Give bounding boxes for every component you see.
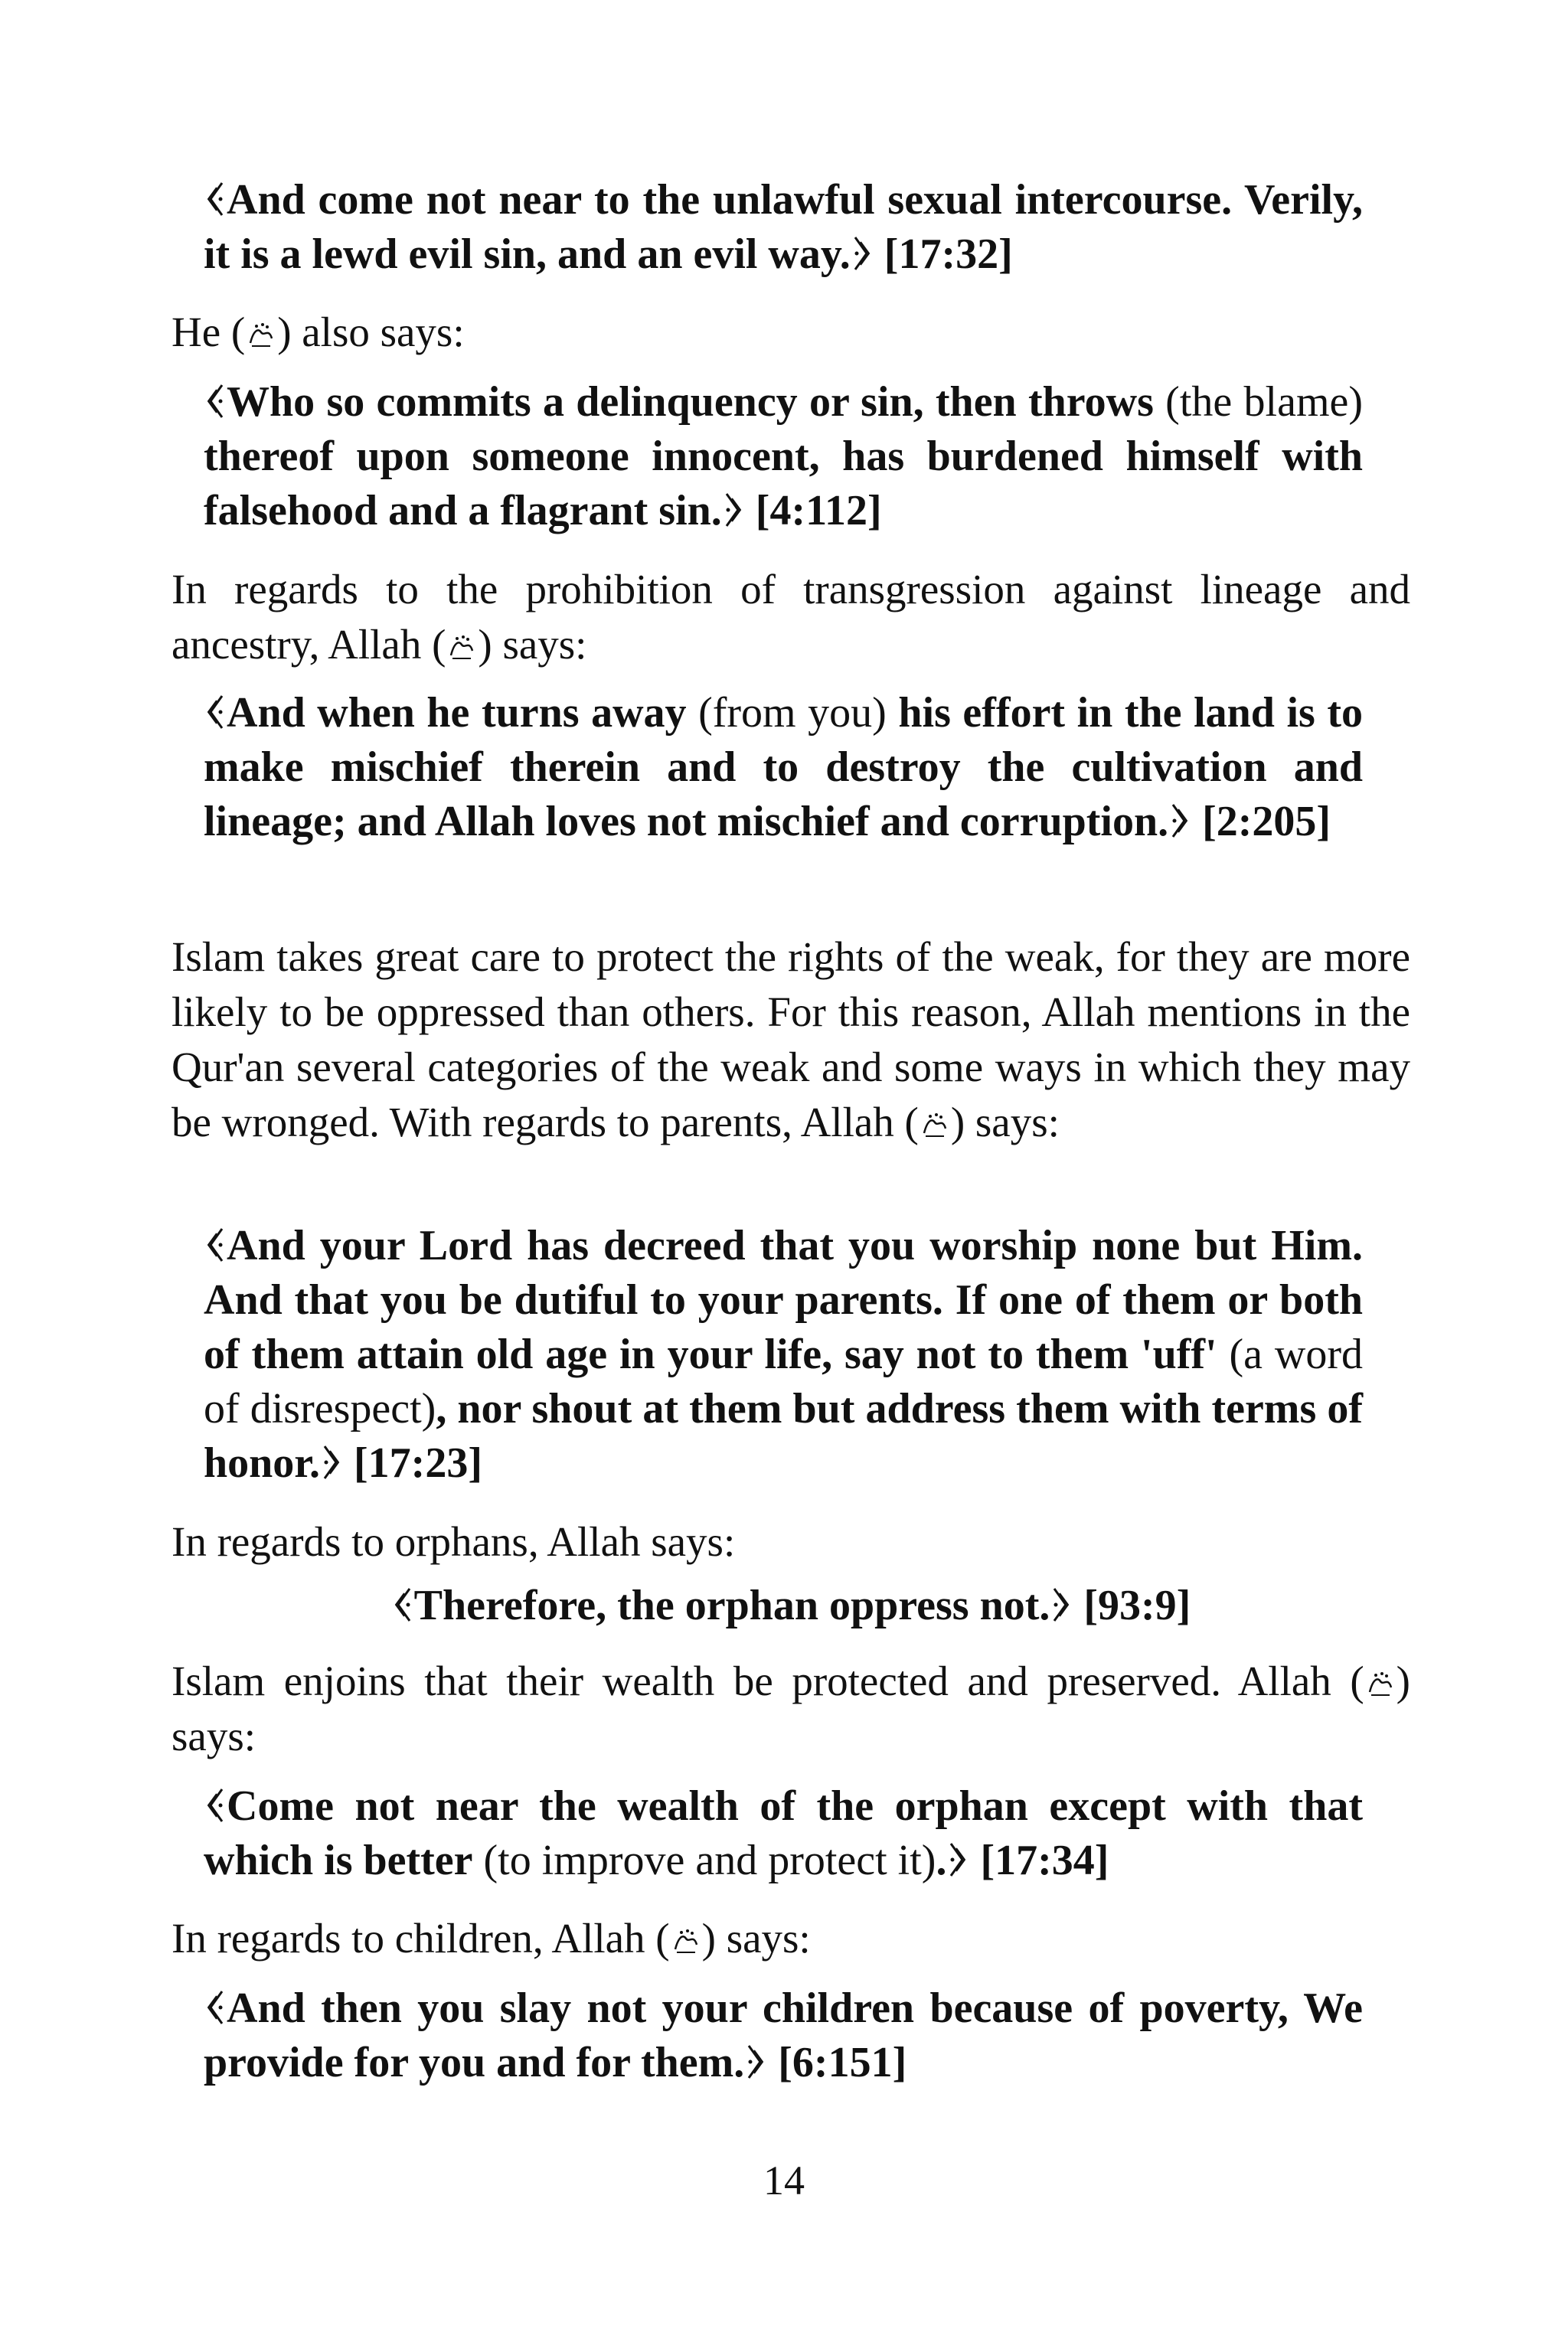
ornate-close-bracket-icon: [322, 1445, 341, 1480]
body-paragraph: [172, 305, 1410, 360]
paragraph-text: Islam takes great care to protect the rights of the weak, for they are more likely to be oppressed than others. For this reason, Allah mentions in the Qur'an several categories of the weak and some ways in which they may be wronged. With regards to parents, Allah (: [172, 933, 1410, 1145]
ornate-open-bracket-icon: [393, 1587, 413, 1622]
verse-17-34: [204, 1779, 1363, 1888]
ornate-close-bracket-icon: [948, 1842, 968, 1877]
verse-17-32: [204, 173, 1363, 282]
verse-gloss: (the blame): [1165, 378, 1364, 426]
verse-reference: [6:151]: [778, 2039, 907, 2086]
verse-text: And your Lord has decreed that you worship none but Him. And that you be dutiful to your parents. If one of them or both of them attain old age in your life, say not to them 'uff': [204, 1222, 1363, 1378]
verse-text: Come not near the wealth of the orphan except with that which is better: [204, 1782, 1363, 1884]
verse-text: thereof upon someone innocent, has burdened himself with falsehood and a flagrant sin.: [204, 433, 1363, 534]
body-paragraph: [172, 562, 1410, 672]
paragraph-text: In regards to children, Allah (: [172, 1915, 670, 1962]
ornate-open-bracket-icon: [205, 384, 225, 419]
paragraph-text: He (: [172, 309, 246, 355]
body-paragraph: [172, 929, 1410, 1150]
verse-gloss: (from you): [698, 689, 887, 737]
verse-reference: [17:23]: [354, 1439, 482, 1487]
arabic-honorific-icon: [1365, 1669, 1396, 1700]
paragraph-text: ) says:: [701, 1915, 811, 1962]
verse-6-151: [204, 1981, 1363, 2090]
body-paragraph: [172, 1654, 1410, 1764]
paragraph-text: ) says:: [478, 621, 587, 668]
ornate-close-bracket-icon: [1170, 803, 1190, 838]
ornate-open-bracket-icon: [205, 694, 225, 730]
ornate-close-bracket-icon: [724, 492, 743, 528]
ornate-open-bracket-icon: [205, 1227, 225, 1263]
verse-gloss: (to improve and protect it): [483, 1837, 936, 1884]
verse-reference: [17:32]: [884, 230, 1013, 278]
verse-text: And come not near to the unlawful sexual intercourse. Verily, it is a lewd evil sin, and an evil way.: [204, 176, 1363, 278]
verse-reference: [4:112]: [755, 487, 882, 534]
body-paragraph: [172, 1911, 1410, 1966]
ornate-close-bracket-icon: [1051, 1587, 1071, 1622]
verse-2-205: [204, 686, 1363, 849]
body-paragraph: [172, 1514, 1410, 1570]
verse-text: , nor shout at them but address them with terms of honor.: [204, 1385, 1363, 1487]
arabic-honorific-icon: [671, 1926, 701, 1957]
arabic-honorific-icon: [246, 320, 276, 351]
verse-reference: [93:9]: [1083, 1582, 1191, 1629]
verse-reference: [2:205]: [1202, 798, 1331, 845]
verse-reference: [17:34]: [980, 1837, 1109, 1884]
verse-text: And then you slay not your children because of poverty, We provide for you and for them.: [204, 1984, 1363, 2086]
paragraph-text: ) says:: [950, 1099, 1060, 1145]
ornate-close-bracket-icon: [746, 2044, 766, 2079]
verse-17-23: [204, 1219, 1363, 1491]
ornate-close-bracket-icon: [852, 236, 872, 271]
paragraph-text: In regards to the prohibition of transgression against lineage and ancestry, Allah (: [172, 566, 1410, 668]
ornate-open-bracket-icon: [205, 1990, 225, 2025]
paragraph-text: In regards to orphans, Allah says:: [172, 1518, 736, 1565]
verse-text: Who so commits a delinquency or sin, then throws: [227, 378, 1154, 426]
paragraph-text: ) also says:: [277, 309, 465, 355]
verse-text: his effort in the land is to make mischief therein and to destroy the cultivation and lineage; and Allah loves not mischief and corruption.: [204, 689, 1364, 845]
verse-text: And when he turns away: [227, 689, 687, 737]
verse-text: Therefore, the orphan oppress not.: [413, 1582, 1050, 1629]
verse-93-9: [172, 1579, 1410, 1633]
ornate-open-bracket-icon: [205, 1788, 225, 1823]
arabic-honorific-icon: [446, 632, 477, 663]
verse-4-112: [204, 375, 1363, 538]
verse-gloss: (a word of disrespect): [204, 1331, 1364, 1432]
paragraph-text: ) says:: [172, 1658, 1410, 1759]
verse-text: .: [936, 1837, 947, 1884]
arabic-honorific-icon: [920, 1110, 950, 1141]
ornate-open-bracket-icon: [205, 181, 225, 217]
paragraph-text: Islam enjoins that their wealth be protected and preserved. Allah (: [172, 1658, 1364, 1704]
page-number: 14: [763, 2158, 805, 2203]
